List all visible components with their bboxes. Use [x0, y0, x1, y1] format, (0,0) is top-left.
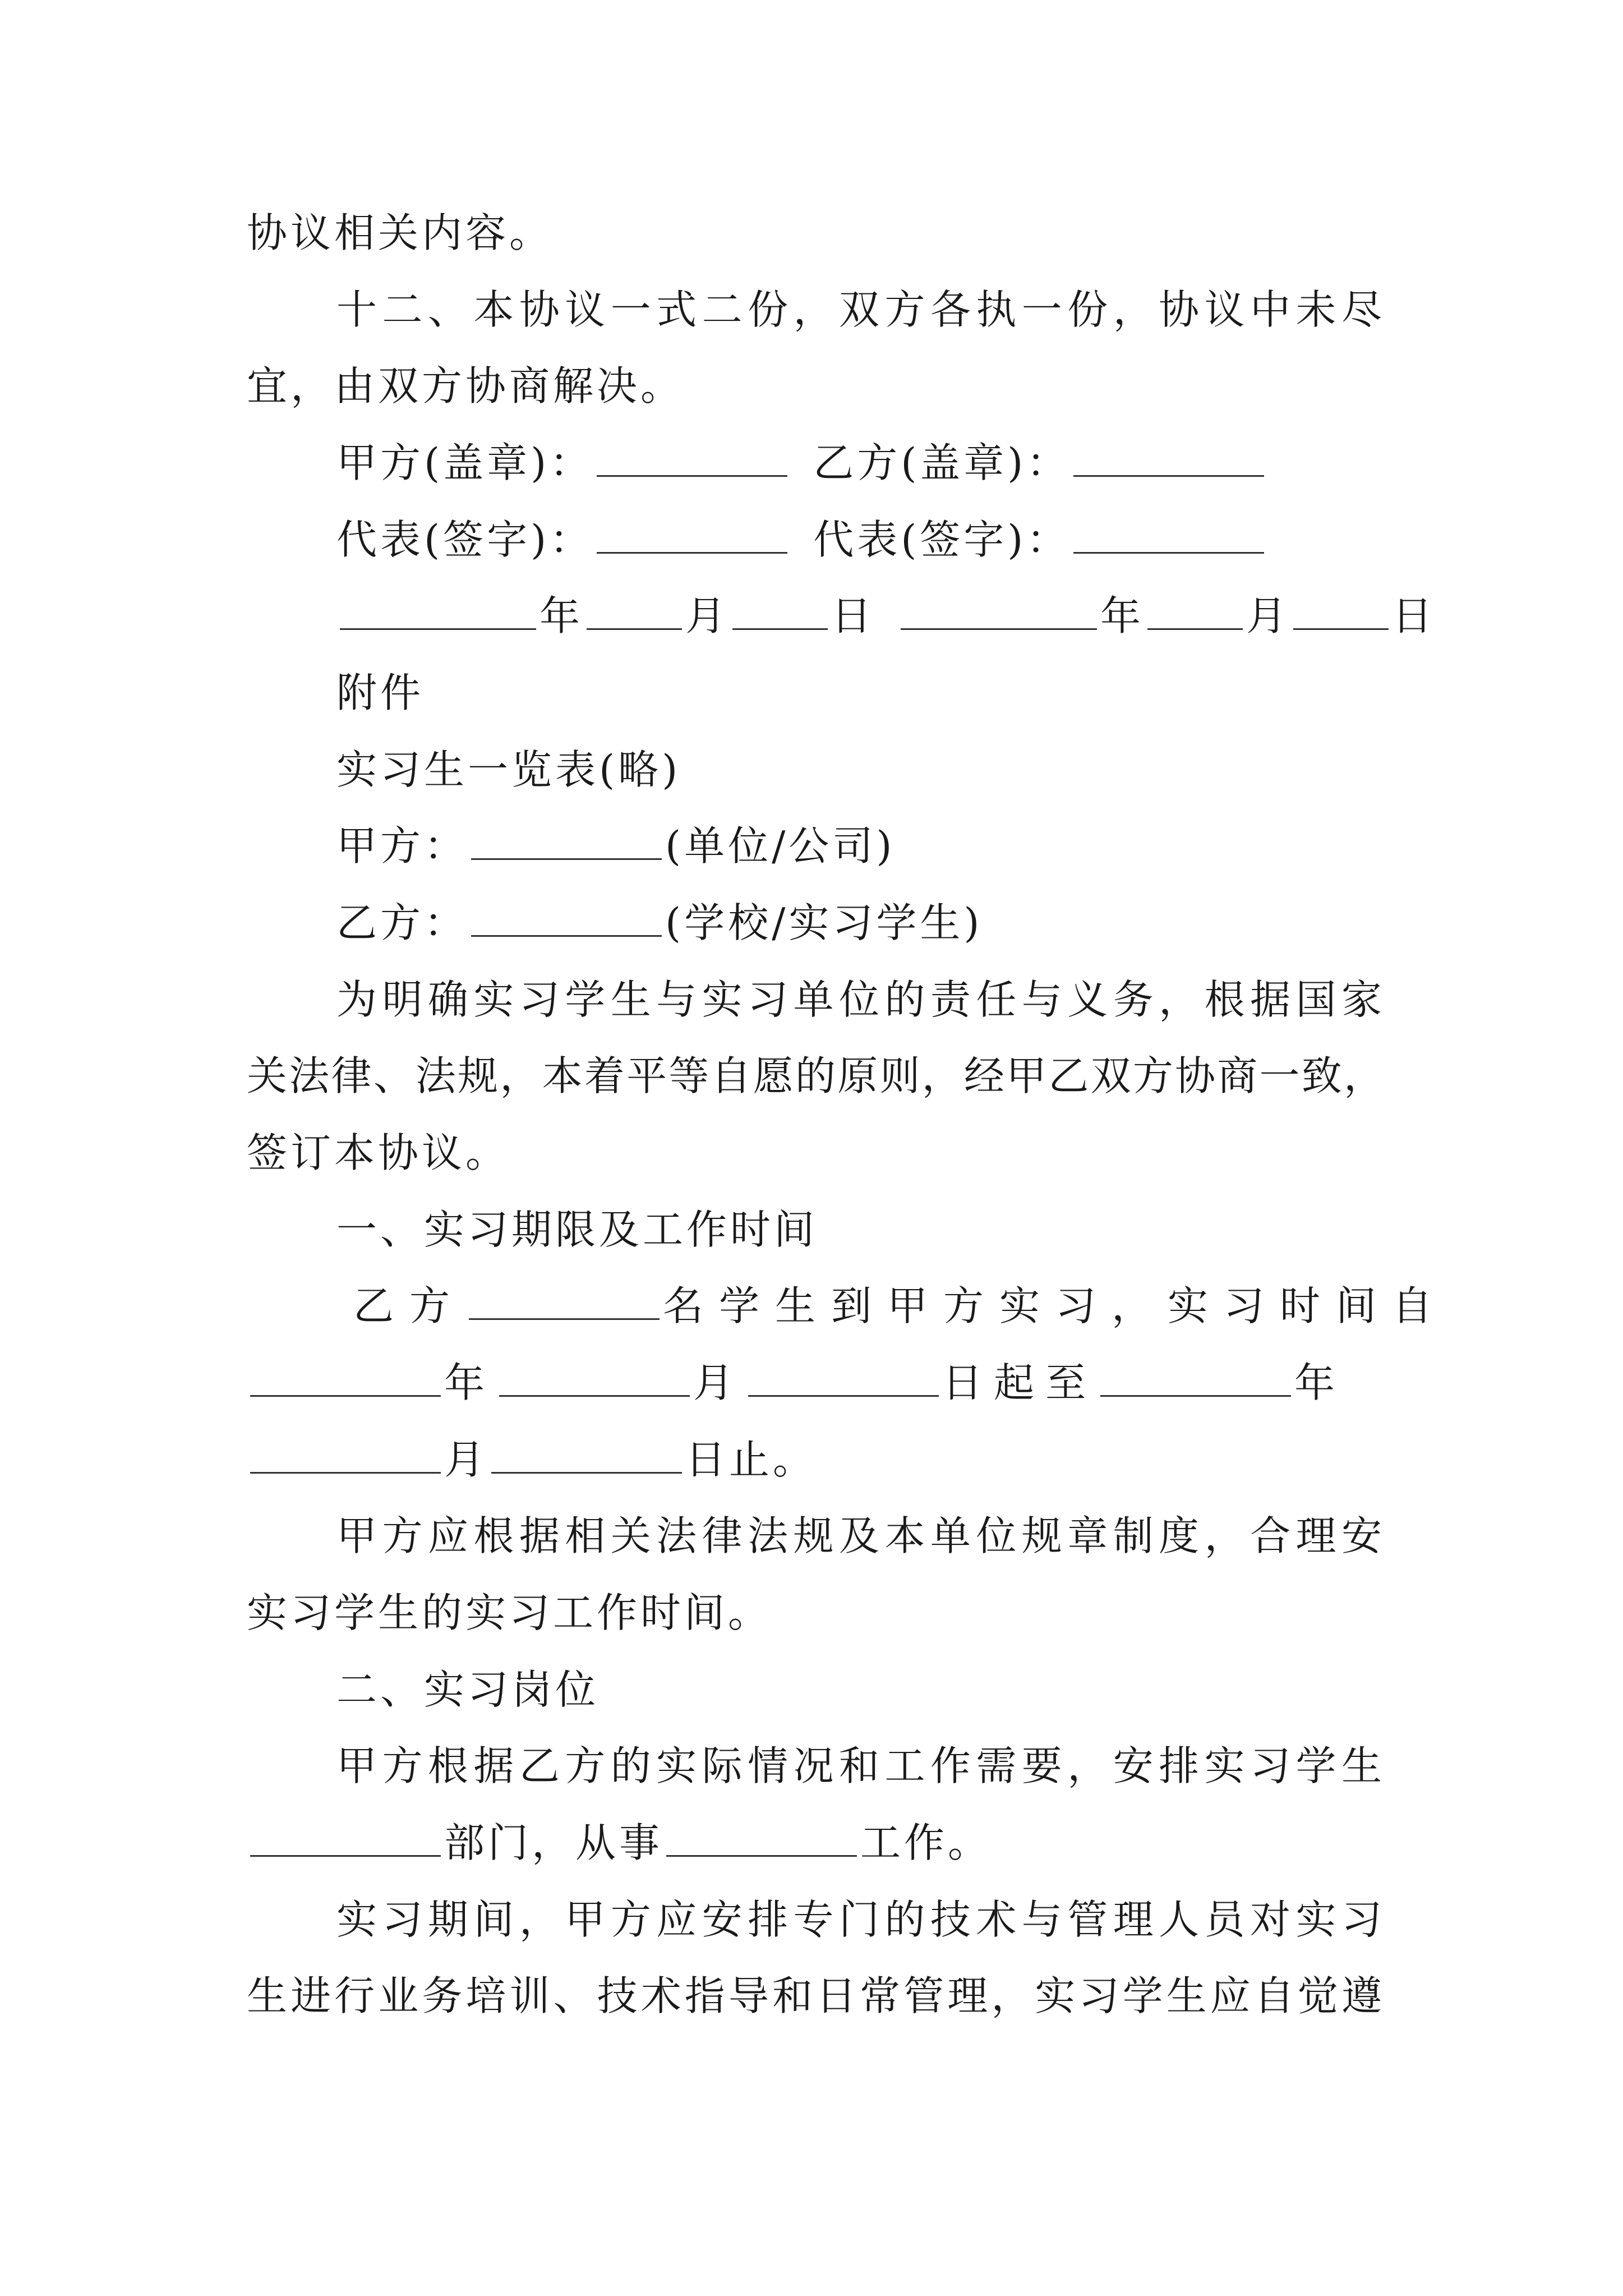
year-label: 年: [1294, 1359, 1347, 1406]
year-blank: [901, 589, 1097, 630]
text-line: 协议相关内容。: [247, 209, 554, 256]
date-line: [336, 588, 1436, 644]
party-b-rep-blank: [1073, 513, 1264, 554]
text-line: 十二、本协议一式二份，双方各执一份，协议中未尽: [336, 286, 1385, 333]
text-line: 生进行业务培训、技术指导和日常管理，实习学生应自觉遵: [247, 1972, 1385, 2019]
text-line: 实习学生的实习工作时间。: [247, 1589, 772, 1636]
end-month-blank: [250, 1433, 441, 1474]
attachment-heading: 附件: [336, 669, 425, 716]
work-blank: [666, 1816, 857, 1857]
intern-list-title: 实习生一览表(略): [336, 746, 681, 793]
party-a-note: (单位/公司): [665, 822, 896, 869]
end-year-blank: [1100, 1356, 1291, 1397]
party-b-rep-label: 代表(签字)：: [813, 516, 1071, 563]
party-b-blank: [471, 896, 662, 937]
day-label: 日: [831, 592, 875, 639]
party-a-seal-blank: [597, 436, 787, 477]
party-b-note: (学校/实习学生): [665, 899, 983, 946]
text-line: 甲方根据乙方的实际情况和工作需要，安排实习学生: [336, 1742, 1385, 1789]
start-day-blank: [748, 1356, 939, 1397]
text-line: 实习期间，甲方应安排专门的技术与管理人员对实习: [336, 1896, 1385, 1943]
party-b-seal-blank: [1073, 436, 1264, 477]
student-count-blank: [469, 1279, 660, 1320]
text-fragment: 日止。: [685, 1436, 817, 1483]
party-a-line: [336, 818, 1385, 874]
day-blank: [732, 589, 828, 630]
text-fragment: 乙方: [353, 1282, 466, 1329]
party-b-label: 乙方：: [336, 899, 468, 946]
section-heading-1: 一、实习期限及工作时间: [336, 1206, 818, 1253]
section-heading-2: 二、实习岗位: [336, 1666, 600, 1713]
period-line-2: [247, 1355, 1385, 1411]
department-blank: [250, 1816, 441, 1857]
start-year-blank: [250, 1356, 441, 1397]
text-fragment: 日起至: [942, 1359, 1098, 1406]
seal-line: [336, 435, 1385, 491]
party-b-seal-label: 乙方(盖章)：: [813, 439, 1071, 486]
month-label: 月: [444, 1436, 488, 1483]
month-blank: [587, 589, 682, 630]
year-blank: [340, 589, 536, 630]
year-label: 年: [444, 1359, 496, 1406]
month-label: 月: [693, 1359, 745, 1406]
text-line: 甲方应根据相关法律法规及本单位规章制度，合理安: [336, 1512, 1385, 1559]
party-a-blank: [471, 819, 662, 860]
text-fragment: 名学生到甲方实习，实习时间自: [663, 1282, 1449, 1329]
text-line: 宜，由双方协商解决。: [247, 362, 685, 409]
month-blank: [1147, 589, 1243, 630]
year-label: 年: [540, 592, 584, 639]
text-fragment: 工作。: [860, 1819, 992, 1866]
position-line: [247, 1815, 1385, 1871]
party-a-rep-label: 代表(签字)：: [336, 516, 594, 563]
party-b-line: [336, 895, 1385, 951]
party-a-seal-label: 甲方(盖章)：: [336, 439, 594, 486]
signature-line: [336, 512, 1385, 568]
period-line-3: [247, 1432, 1385, 1488]
year-label: 年: [1100, 592, 1145, 639]
day-label: 日: [1392, 592, 1436, 639]
text-line: 关法律、法规，本着平等自愿的原则，经甲乙双方协商一致，: [247, 1052, 1385, 1099]
month-label: 月: [1246, 592, 1290, 639]
party-a-rep-blank: [597, 513, 787, 554]
end-day-blank: [491, 1433, 682, 1474]
start-month-blank: [499, 1356, 690, 1397]
text-fragment: 部门，从事: [444, 1819, 663, 1866]
period-line-1: [353, 1278, 1449, 1334]
text-line: 签订本协议。: [247, 1129, 510, 1176]
text-line: 为明确实习学生与实习单位的责任与义务，根据国家: [336, 976, 1385, 1023]
month-label: 月: [685, 592, 730, 639]
party-a-label: 甲方：: [336, 822, 468, 869]
day-blank: [1293, 589, 1389, 630]
